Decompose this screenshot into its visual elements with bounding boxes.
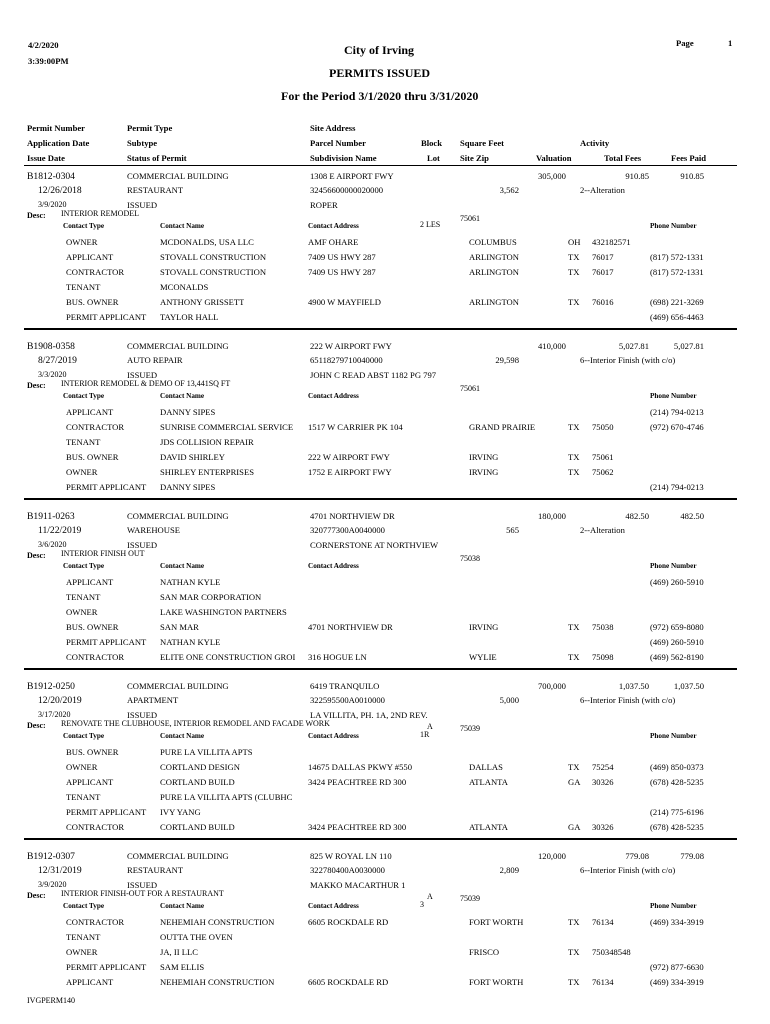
application-date: 8/27/2019 <box>38 355 77 366</box>
subtype: AUTO REPAIR <box>127 355 183 365</box>
desc-label: Desc: <box>27 551 46 560</box>
contact-address: 6605 ROCKDALE RD <box>308 977 389 987</box>
report-period: For the Period 3/1/2020 thru 3/31/2020 <box>281 89 479 103</box>
contact-type: OWNER <box>66 607 98 617</box>
permit-separator <box>24 668 737 670</box>
contact-phone: (469) 260-5910 <box>650 577 704 587</box>
contact-phone: (469) 656-4463 <box>650 312 704 322</box>
contact-name: SUNRISE COMMERCIAL SERVICE <box>160 422 294 432</box>
contact-phone: (469) 334-3919 <box>650 917 704 927</box>
status: ISSUED <box>127 370 158 380</box>
contact-name: CORTLAND DESIGN <box>160 762 240 772</box>
contact-city: IRVING <box>469 622 499 632</box>
contact-name: NEHEMIAH CONSTRUCTION <box>160 977 275 987</box>
contact-type: PERMIT APPLICANT <box>66 482 147 492</box>
total-fees: 482.50 <box>625 511 649 521</box>
contact-city: GRAND PRAIRIE <box>469 422 536 432</box>
contact-city: ATLANTA <box>469 822 508 832</box>
contact-address-header: Contact Address <box>308 222 359 230</box>
col-issue-date: Issue Date <box>27 153 65 163</box>
contact-name: LAKE WASHINGTON PARTNERS <box>160 607 287 617</box>
col-site-address: Site Address <box>310 123 356 133</box>
contact-name: STOVALL CONSTRUCTION <box>160 267 267 277</box>
contact-zip: 76134 <box>592 977 614 987</box>
status: ISSUED <box>127 710 158 720</box>
square-feet: 3,562 <box>499 185 519 195</box>
col-square-feet: Square Feet <box>460 138 504 148</box>
contact-type: PERMIT APPLICANT <box>66 312 147 322</box>
contact-address: 4701 NORTHVIEW DR <box>308 622 393 632</box>
total-fees: 5,027.81 <box>618 341 649 351</box>
contact-name: DANNY SIPES <box>160 407 216 417</box>
contact-zip: 76016 <box>592 297 614 307</box>
contact-phone: (678) 428-5235 <box>650 777 704 787</box>
square-feet: 565 <box>506 525 519 535</box>
fees-paid: 482.50 <box>680 511 704 521</box>
contact-state: TX <box>568 267 580 277</box>
activity: 2--Alteration <box>580 525 625 535</box>
fees-paid: 5,027.81 <box>673 341 704 351</box>
contact-name: SAM ELLIS <box>160 962 205 972</box>
contact-city: ARLINGTON <box>469 252 519 262</box>
contact-phone: (817) 572-1331 <box>650 267 704 277</box>
total-fees: 1,037.50 <box>618 681 649 691</box>
description: INTERIOR FINISH-OUT FOR A RESTAURANT <box>61 889 224 898</box>
contact-city: ATLANTA <box>469 777 508 787</box>
contact-phone: (214) 775-6196 <box>650 807 704 817</box>
contact-name: ANTHONY GRISSETT <box>160 297 245 307</box>
parcel-number: 320777300A0040000 <box>310 525 385 535</box>
status: ISSUED <box>127 200 158 210</box>
application-date: 12/20/2019 <box>38 695 82 706</box>
desc-label: Desc: <box>27 211 46 220</box>
permit-type: COMMERCIAL BUILDING <box>127 851 229 861</box>
contact-address: 316 HOGUE LN <box>308 652 367 662</box>
contact-type-header: Contact Type <box>63 902 105 910</box>
col-subtype: Subtype <box>127 138 158 148</box>
contact-address: AMF OHARE <box>308 237 359 247</box>
lot-value: 1R <box>420 730 430 739</box>
site-address: 825 W ROYAL LN 110 <box>310 851 392 861</box>
contact-address: 7409 US HWY 287 <box>308 267 376 277</box>
contact-zip: 75050 <box>592 422 614 432</box>
activity: 6--Interior Finish (with c/o) <box>580 695 676 705</box>
permit-separator <box>24 838 737 840</box>
contact-zip: 75038 <box>592 622 614 632</box>
contact-name-header: Contact Name <box>160 902 205 910</box>
col-permit-number: Permit Number <box>27 123 85 133</box>
fees-paid: 779.08 <box>680 851 704 861</box>
contact-type-header: Contact Type <box>63 562 105 570</box>
contact-zip: 75061 <box>592 452 614 462</box>
block-value: A <box>427 722 433 731</box>
site-zip: 75039 <box>460 724 480 733</box>
contact-zip: 432182571 <box>592 237 631 247</box>
contact-zip: 75062 <box>592 467 614 477</box>
parcel-number: 65118279710040000 <box>310 355 383 365</box>
phone-header: Phone Number <box>650 902 697 910</box>
fees-paid: 1,037.50 <box>673 681 704 691</box>
city-title: City of Irving <box>344 43 414 57</box>
contact-zip: 75098 <box>592 652 614 662</box>
contact-type: CONTRACTOR <box>66 422 125 432</box>
contact-name-header: Contact Name <box>160 392 205 400</box>
contact-city: FRISCO <box>469 947 500 957</box>
contact-zip: 76134 <box>592 917 614 927</box>
square-feet: 29,598 <box>495 355 519 365</box>
permit-number: B1911-0263 <box>27 511 75 522</box>
col-application-date: Application Date <box>27 138 90 148</box>
contact-type: APPLICANT <box>66 407 114 417</box>
contact-address: 6605 ROCKDALE RD <box>308 917 389 927</box>
contact-name: DANNY SIPES <box>160 482 216 492</box>
contact-address: 14675 DALLAS PKWY #550 <box>308 762 412 772</box>
phone-header: Phone Number <box>650 732 697 740</box>
contact-type-header: Contact Type <box>63 732 105 740</box>
description: INTERIOR REMODEL & DEMO OF 13,441SQ FT <box>61 379 231 388</box>
contact-name: MCDONALDS, USA LLC <box>160 237 254 247</box>
contact-type: OWNER <box>66 237 98 247</box>
permit-number: B1912-0307 <box>27 851 75 862</box>
parcel-number: 322595500A0010000 <box>310 695 385 705</box>
contact-state: TX <box>568 422 580 432</box>
contact-city: ARLINGTON <box>469 267 519 277</box>
fees-paid: 910.85 <box>680 171 704 181</box>
square-feet: 5,000 <box>499 695 519 705</box>
contact-name: CORTLAND BUILD <box>160 777 235 787</box>
contact-name-header: Contact Name <box>160 222 205 230</box>
lot-value: 2 LES <box>420 220 441 229</box>
contact-type: BUS. OWNER <box>66 747 119 757</box>
contact-type: APPLICANT <box>66 777 114 787</box>
activity: 6--Interior Finish (with c/o) <box>580 865 676 875</box>
report-title: PERMITS ISSUED <box>329 66 431 80</box>
subdivision-name: CORNERSTONE AT NORTHVIEW <box>310 540 439 550</box>
subtype: APARTMENT <box>127 695 179 705</box>
valuation: 305,000 <box>538 171 566 181</box>
contact-type: APPLICANT <box>66 977 114 987</box>
issue-date: 3/6/2020 <box>38 540 67 549</box>
contact-name: SHIRLEY ENTERPRISES <box>160 467 254 477</box>
parcel-number: 322780400A0030000 <box>310 865 385 875</box>
subdivision-name: JOHN C READ ABST 1182 PG 797 <box>310 370 437 380</box>
contact-city: COLUMBUS <box>469 237 517 247</box>
application-date: 12/26/2018 <box>38 185 82 196</box>
contact-phone: (817) 572-1331 <box>650 252 704 262</box>
col-block: Block <box>421 138 443 148</box>
site-zip: 75038 <box>460 554 480 563</box>
contact-name: NEHEMIAH CONSTRUCTION <box>160 917 275 927</box>
header-rule <box>24 165 737 166</box>
col-site-zip: Site Zip <box>460 153 489 163</box>
contact-address: 1517 W CARRIER PK 104 <box>308 422 403 432</box>
contact-phone: (972) 877-6630 <box>650 962 704 972</box>
contact-zip: 75254 <box>592 762 614 772</box>
permit-number: B1912-0250 <box>27 681 75 692</box>
contact-phone: (972) 659-8080 <box>650 622 704 632</box>
status: ISSUED <box>127 540 158 550</box>
site-zip: 75039 <box>460 894 480 903</box>
subtype: WAREHOUSE <box>127 525 180 535</box>
contact-state: TX <box>568 762 580 772</box>
contact-phone: (678) 428-5235 <box>650 822 704 832</box>
contact-zip: 30326 <box>592 777 614 787</box>
contact-type: BUS. OWNER <box>66 622 119 632</box>
contact-state: TX <box>568 947 580 957</box>
subdivision-name: MAKKO MACARTHUR 1 <box>310 880 406 890</box>
site-zip: 75061 <box>460 384 480 393</box>
contact-state: TX <box>568 977 580 987</box>
square-feet: 2,809 <box>499 865 519 875</box>
contact-type: OWNER <box>66 947 98 957</box>
valuation: 180,000 <box>538 511 566 521</box>
status: ISSUED <box>127 880 158 890</box>
contact-type: PERMIT APPLICANT <box>66 637 147 647</box>
contact-city: DALLAS <box>469 762 503 772</box>
description: RENOVATE THE CLUBHOUSE, INTERIOR REMODEL AND FACADE WORK <box>61 719 330 728</box>
page-label: Page <box>676 38 694 48</box>
contact-type: BUS. OWNER <box>66 297 119 307</box>
contact-type: CONTRACTOR <box>66 822 125 832</box>
site-zip: 75061 <box>460 214 480 223</box>
contact-type: OWNER <box>66 762 98 772</box>
contact-state: TX <box>568 467 580 477</box>
col-subdivision: Subdivision Name <box>310 153 377 163</box>
contact-state: TX <box>568 622 580 632</box>
contact-zip: 30326 <box>592 822 614 832</box>
application-date: 12/31/2019 <box>38 865 82 876</box>
contact-city: IRVING <box>469 452 499 462</box>
contact-type: APPLICANT <box>66 252 114 262</box>
contact-name: NATHAN KYLE <box>160 637 221 647</box>
contact-zip: 76017 <box>592 267 614 277</box>
col-activity: Activity <box>580 138 610 148</box>
issue-date: 3/9/2020 <box>38 200 67 209</box>
site-address: 4701 NORTHVIEW DR <box>310 511 395 521</box>
contact-type: PERMIT APPLICANT <box>66 807 147 817</box>
col-valuation: Valuation <box>536 153 572 163</box>
issue-date: 3/3/2020 <box>38 370 67 379</box>
contact-type: PERMIT APPLICANT <box>66 962 147 972</box>
lot-value: 3 <box>420 900 424 909</box>
contact-phone: (469) 260-5910 <box>650 637 704 647</box>
contact-name: OUTTA THE OVEN <box>160 932 233 942</box>
contact-state: TX <box>568 297 580 307</box>
col-permit-type: Permit Type <box>127 123 173 133</box>
contact-name: TAYLOR HALL <box>160 312 219 322</box>
contact-phone: (469) 334-3919 <box>650 977 704 987</box>
col-fees-paid: Fees Paid <box>671 153 707 163</box>
contact-state: TX <box>568 652 580 662</box>
valuation: 700,000 <box>538 681 566 691</box>
valuation: 410,000 <box>538 341 566 351</box>
contact-phone: (469) 850-0373 <box>650 762 704 772</box>
parcel-number: 32456600000020000 <box>310 185 384 195</box>
site-address: 6419 TRANQUILO <box>310 681 380 691</box>
contact-phone: (698) 221-3269 <box>650 297 704 307</box>
permit-separator <box>24 328 737 330</box>
block-value: A <box>427 892 433 901</box>
report-footer: IVGPERM140 <box>27 996 76 1005</box>
contact-name: ELITE ONE CONSTRUCTION GROI <box>160 652 296 662</box>
contact-state: GA <box>568 822 581 832</box>
col-status: Status of Permit <box>127 153 187 163</box>
contact-name-header: Contact Name <box>160 732 205 740</box>
activity: 2--Alteration <box>580 185 625 195</box>
contact-name: NATHAN KYLE <box>160 577 221 587</box>
contact-address-header: Contact Address <box>308 392 359 400</box>
contact-state: GA <box>568 777 581 787</box>
col-lot: Lot <box>427 153 440 163</box>
permit-type: COMMERCIAL BUILDING <box>127 681 229 691</box>
contact-state: OH <box>568 237 581 247</box>
contact-address: 4900 W MAYFIELD <box>308 297 381 307</box>
desc-label: Desc: <box>27 381 46 390</box>
contact-city: FORT WORTH <box>469 977 524 987</box>
phone-header: Phone Number <box>650 392 697 400</box>
contact-type-header: Contact Type <box>63 392 105 400</box>
contact-city: WYLIE <box>469 652 497 662</box>
contact-name: JA, II LLC <box>160 947 198 957</box>
valuation: 120,000 <box>538 851 566 861</box>
col-total-fees: Total Fees <box>604 153 642 163</box>
contact-address-header: Contact Address <box>308 732 359 740</box>
contact-phone: (469) 562-8190 <box>650 652 704 662</box>
issue-date: 3/17/2020 <box>38 710 71 719</box>
contact-city: ARLINGTON <box>469 297 519 307</box>
contact-name: MCONALDS <box>160 282 209 292</box>
site-address: 1308 E AIRPORT FWY <box>310 171 394 181</box>
contact-city: FORT WORTH <box>469 917 524 927</box>
contact-state: TX <box>568 452 580 462</box>
permit-number: B1812-0304 <box>27 171 75 182</box>
contact-name: JDS COLLISION REPAIR <box>160 437 254 447</box>
contact-address: 7409 US HWY 287 <box>308 252 376 262</box>
contact-address: 3424 PEACHTREE RD 300 <box>308 822 407 832</box>
contact-type: TENANT <box>66 792 101 802</box>
desc-label: Desc: <box>27 891 46 900</box>
contact-name: SAN MAR CORPORATION <box>160 592 262 602</box>
permit-type: COMMERCIAL BUILDING <box>127 341 229 351</box>
contact-phone: (972) 670-4746 <box>650 422 704 432</box>
col-parcel-number: Parcel Number <box>310 138 366 148</box>
contact-type: CONTRACTOR <box>66 652 125 662</box>
phone-header: Phone Number <box>650 562 697 570</box>
description: INTERIOR FINISH OUT <box>61 549 145 558</box>
contact-state: TX <box>568 252 580 262</box>
page-number: 1 <box>728 38 733 48</box>
permit-type: COMMERCIAL BUILDING <box>127 511 229 521</box>
contact-address: 1752 E AIRPORT FWY <box>308 467 392 477</box>
contact-type: TENANT <box>66 932 101 942</box>
contact-name: IVY YANG <box>160 807 201 817</box>
contact-phone: (214) 794-0213 <box>650 482 704 492</box>
contact-address: 222 W AIRPORT FWY <box>308 452 390 462</box>
permit-type: COMMERCIAL BUILDING <box>127 171 229 181</box>
contact-state: TX <box>568 917 580 927</box>
contact-city: IRVING <box>469 467 499 477</box>
report-time: 3:39:00PM <box>28 56 69 66</box>
contact-type-header: Contact Type <box>63 222 105 230</box>
permit-separator <box>24 498 737 500</box>
report-date: 4/2/2020 <box>28 40 59 50</box>
site-address: 222 W AIRPORT FWY <box>310 341 392 351</box>
contact-type: CONTRACTOR <box>66 267 125 277</box>
subdivision-name: ROPER <box>310 200 338 210</box>
contact-zip: 76017 <box>592 252 614 262</box>
subtype: RESTAURANT <box>127 185 184 195</box>
contact-name: PURE LA VILLITA APTS (CLUBHC <box>160 792 293 802</box>
total-fees: 779.08 <box>625 851 649 861</box>
contact-address-header: Contact Address <box>308 562 359 570</box>
contact-type: TENANT <box>66 437 101 447</box>
contact-type: OWNER <box>66 467 98 477</box>
contact-name: STOVALL CONSTRUCTION <box>160 252 267 262</box>
issue-date: 3/9/2020 <box>38 880 67 889</box>
contact-name: DAVID SHIRLEY <box>160 452 226 462</box>
contact-type: APPLICANT <box>66 577 114 587</box>
contact-name: PURE LA VILLITA APTS <box>160 747 253 757</box>
contact-name: CORTLAND BUILD <box>160 822 235 832</box>
contact-type: BUS. OWNER <box>66 452 119 462</box>
contact-name: SAN MAR <box>160 622 199 632</box>
contact-address-header: Contact Address <box>308 902 359 910</box>
description: INTERIOR REMODEL <box>61 209 139 218</box>
permit-number: B1908-0358 <box>27 341 75 352</box>
contact-zip: 750348548 <box>592 947 631 957</box>
contact-type: CONTRACTOR <box>66 917 125 927</box>
contact-name-header: Contact Name <box>160 562 205 570</box>
contact-phone: (214) 794-0213 <box>650 407 704 417</box>
total-fees: 910.85 <box>625 171 649 181</box>
contact-address: 3424 PEACHTREE RD 300 <box>308 777 407 787</box>
phone-header: Phone Number <box>650 222 697 230</box>
application-date: 11/22/2019 <box>38 525 82 536</box>
contact-type: TENANT <box>66 282 101 292</box>
subtype: RESTAURANT <box>127 865 184 875</box>
subdivision-name: LA VILLITA, PH. 1A, 2ND REV. <box>310 710 428 720</box>
contact-type: TENANT <box>66 592 101 602</box>
desc-label: Desc: <box>27 721 46 730</box>
activity: 6--Interior Finish (with c/o) <box>580 355 676 365</box>
